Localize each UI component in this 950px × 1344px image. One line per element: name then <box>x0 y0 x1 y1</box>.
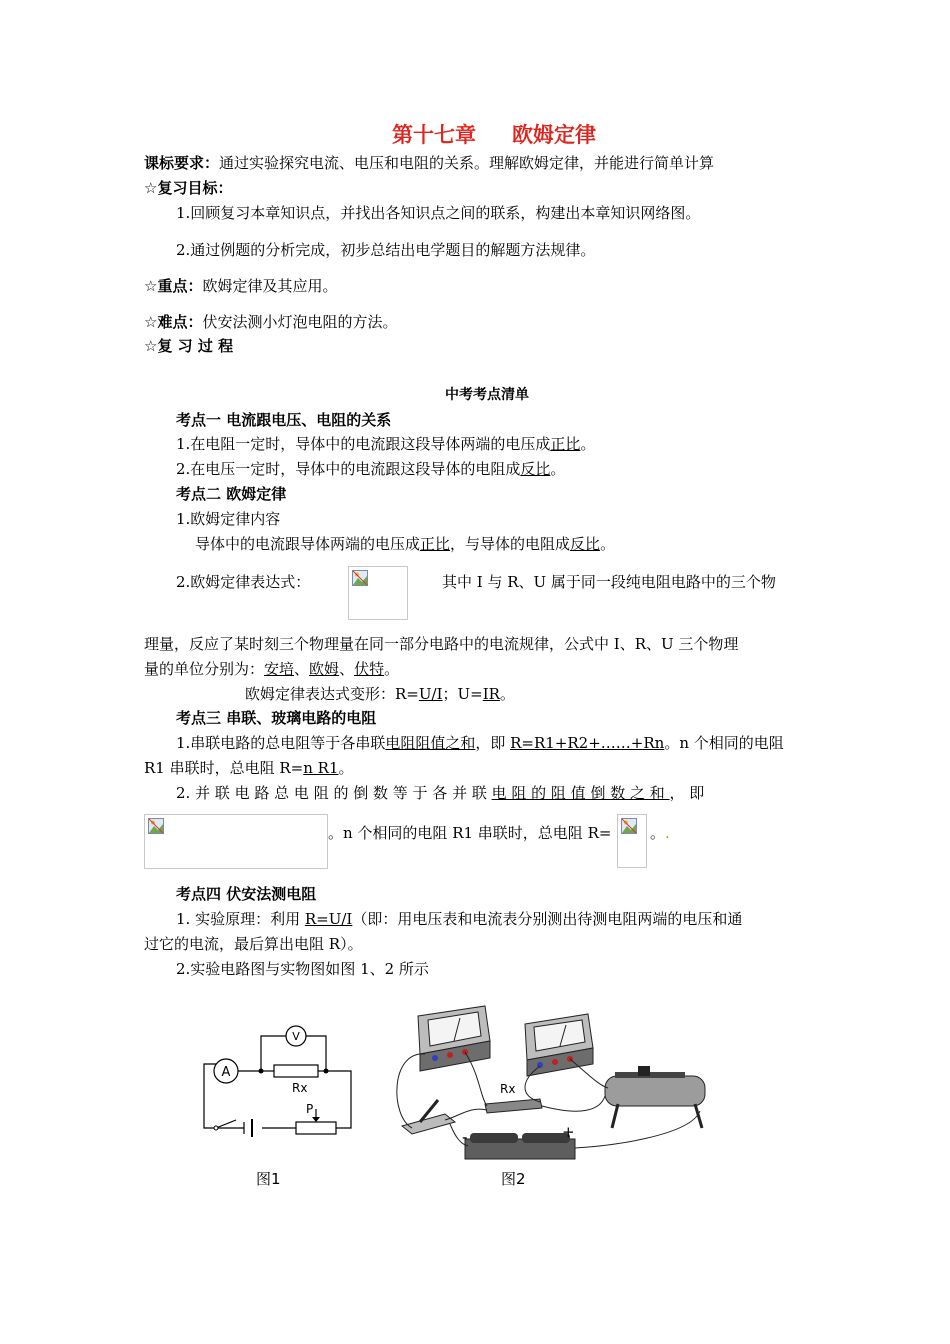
k3-line-4-end <box>650 823 670 843</box>
stray-dot: . <box>665 824 670 842</box>
k3-l2-b: 。 <box>338 759 354 777</box>
formula-r: U/I <box>418 685 443 703</box>
k3-l1-b: ，即 <box>475 734 511 752</box>
k3-title: 考点三 串联、玻璃电路的电阻 <box>176 709 377 727</box>
battery-negative: - <box>462 1128 468 1146</box>
battery-positive: + <box>562 1123 575 1141</box>
k1-l2-answer: 反比 <box>520 460 551 478</box>
chapter-title: 欧姆定律 <box>512 123 596 147</box>
k3-l3-answer: 电 阻 的 阻 值 倒 数 之 和 <box>491 784 670 802</box>
figure-1-caption: 图1 <box>256 1170 281 1188</box>
k4-l1-a: 1. 实验原理：利用 <box>176 910 305 928</box>
k4-line-2: 过它的电流，最后算出电阻 R）。 <box>144 935 363 953</box>
photo-resistor-label: Rx <box>500 1082 516 1096</box>
ammeter-label: A <box>221 1065 231 1080</box>
req-label: 课标要求： <box>144 154 220 172</box>
k3-l1-a: 1.串联电路的总电阻等于各串联 <box>176 734 386 752</box>
k3-l2-answer: n R1 <box>303 759 339 777</box>
review-goals-label: ☆复习目标： <box>144 179 233 197</box>
k1-line-1 <box>176 434 595 454</box>
k3-l2-a: R1 串联时，总电阻 R= <box>144 759 304 777</box>
k1-title: 考点一 电流跟电压、电阻的关系 <box>176 411 392 429</box>
k4-l1-formula: R=U/I <box>304 910 353 928</box>
resistance-formula-placeholder <box>617 814 647 868</box>
k4-l1-b: （即：用电压表和电流表分别测出待测电阻两端的电压和通 <box>352 910 743 928</box>
ammeter-device-icon <box>525 1014 593 1076</box>
k2-l2-b: ，与导体的电阻成 <box>450 535 571 553</box>
k1-l1-answer: 正比 <box>550 435 581 453</box>
formula-u: IR <box>482 685 500 703</box>
k2-l2-answer-2: 反比 <box>570 535 601 553</box>
chapter-number: 第十七章 <box>392 123 476 147</box>
goal-2: 2.通过例题的分析完成，初步总结出电学题目的解题方法规律。 <box>176 241 596 259</box>
resistor-label: Rx <box>292 1081 308 1095</box>
k2-line-5 <box>144 659 399 679</box>
k4-line-3: 2.实验电路图与实物图如图 1、2 所示 <box>176 960 429 978</box>
key-point <box>144 276 337 296</box>
k3-l4-end: 。 <box>650 824 666 842</box>
k3-line-4: 。n 个相同的电阻 R1 串联时，总电阻 R= <box>328 824 612 842</box>
battery-device-icon <box>465 1133 575 1159</box>
k2-l5-a: 量的单位分别为： <box>144 660 265 678</box>
k3-l3-a: 2. 并 联 电 路 总 电 阻 的 倒 数 等 于 各 并 联 <box>176 784 492 802</box>
broken-image-icon <box>621 818 637 834</box>
k1-l1-end: 。 <box>580 435 596 453</box>
k3-line-2 <box>144 758 354 778</box>
rheostat-device-icon <box>605 1066 705 1128</box>
switch-device-icon <box>402 1100 455 1134</box>
k1-l1-text: 1.在电阻一定时，导体中的电流跟这段导体两端的电压成 <box>176 435 551 453</box>
k4-line-1 <box>176 909 742 929</box>
k3-line-1 <box>176 733 784 753</box>
checklist-title: 中考考点清单 <box>445 387 529 403</box>
k2-l5-sep2: 、 <box>339 660 355 678</box>
broken-image-icon <box>148 818 164 834</box>
figure-2-caption: 图2 <box>501 1170 526 1188</box>
goal-1: 1.回顾复习本章知识点，并找出各知识点之间的联系，构建出本章知识网络图。 <box>176 204 701 222</box>
k4-title: 考点四 伏安法测电阻 <box>176 885 317 903</box>
k2-l2-a: 导体中的电流跟导体两端的电压成 <box>195 535 421 553</box>
curriculum-requirement <box>144 153 714 173</box>
review-process-heading: ☆复 习 过 程 <box>144 337 234 355</box>
unit-ohm: 欧姆 <box>309 660 340 678</box>
k2-line-1: 1.欧姆定律内容 <box>176 510 281 528</box>
formula-image-placeholder <box>348 566 408 620</box>
k2-l6-c: 。 <box>499 685 515 703</box>
k2-line-3a: 2.欧姆定律表达式： <box>176 573 311 591</box>
key-label: ☆重点： <box>144 277 203 295</box>
k2-line-2 <box>195 534 615 554</box>
k1-l2-text: 2.在电压一定时，导体中的电流跟这段导体的电阻成 <box>176 460 521 478</box>
unit-volt: 伏特 <box>354 660 385 678</box>
voltmeter-label: V <box>292 1030 300 1043</box>
k1-l2-end: 。 <box>550 460 566 478</box>
k2-title: 考点二 欧姆定律 <box>176 485 287 503</box>
k3-line-3 <box>176 783 704 803</box>
k2-l5-end: 。 <box>384 660 400 678</box>
k3-l3-b: ， 即 <box>669 784 705 802</box>
k2-line-3b: 其中 I 与 R、U 属于同一段纯电阻电路中的三个物 <box>442 573 776 591</box>
k2-l6-b: ；U= <box>442 685 483 703</box>
k2-line-6 <box>245 684 515 704</box>
k3-l1-c: 。n 个相同的电阻 <box>664 734 784 752</box>
k2-l5-sep1: 、 <box>294 660 310 678</box>
key-text: 欧姆定律及其应用。 <box>202 277 338 295</box>
unit-ampere: 安培 <box>264 660 295 678</box>
voltmeter-device-icon <box>418 1006 490 1071</box>
k1-line-2 <box>176 459 565 479</box>
diff-label: ☆难点： <box>144 313 203 331</box>
req-text: 通过实验探究电流、电压和电阻的关系。理解欧姆定律，并能进行简单计算 <box>219 154 715 172</box>
parallel-formula-placeholder <box>144 814 328 869</box>
diff-text: 伏安法测小灯泡电阻的方法。 <box>202 313 398 331</box>
difficult-point <box>144 312 397 332</box>
k3-l1-answer-1: 电阻阻值之和 <box>385 734 476 752</box>
k2-l2-c: 。 <box>600 535 616 553</box>
apparatus-photo <box>390 996 720 1166</box>
broken-image-icon <box>352 570 368 586</box>
resistor-device-icon <box>485 1099 542 1113</box>
k2-l6-a: 欧姆定律表达式变形：R= <box>245 685 419 703</box>
k2-line-4: 理量，反应了某时刻三个物理量在同一部分电路中的电流规律，公式中 I、R、U 三个物理 <box>144 635 739 653</box>
k3-l1-answer-2: R=R1+R2+……+Rn <box>510 734 665 752</box>
k2-l2-answer-1: 正比 <box>420 535 451 553</box>
circuit-diagram <box>196 1016 366 1141</box>
rheostat-label: P <box>306 1102 314 1116</box>
